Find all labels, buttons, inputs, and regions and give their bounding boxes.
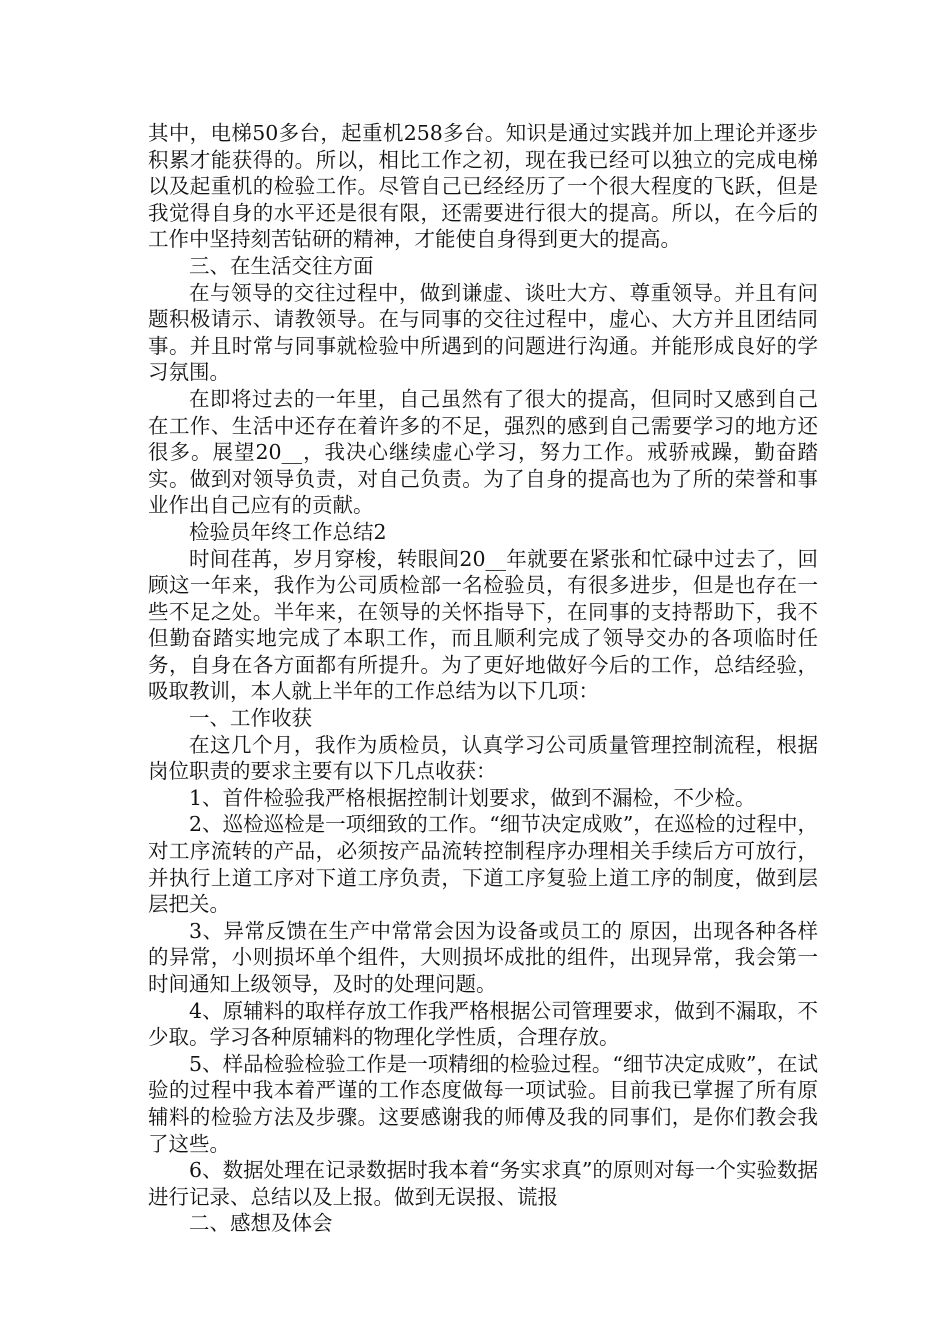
paragraph: 其中，电梯50多台，起重机258多台。知识是通过实践并加上理论并逐步积累才能获得的。所以，相比工作之初，现在我已经可以独立的完成电梯以及起重机的检验工作。尽管自己已经经历了一个很大程度的飞跃，但是我觉得自身的水平还是很有限，还需要进行很大的提高。所以，在今后的工作中坚持刻苦钻研的精神，才能使自身得到更大的提高。 [148, 121, 818, 252]
list-item: 1、首件检验我严格根据控制计划要求，做到不漏检，不少检。 [189, 785, 756, 810]
paragraph: 在这几个月，我作为质检员，认真学习公司质量管理控制流程，根据岗位职责的要求主要有以下几点收获： [148, 732, 818, 784]
document-body [148, 120, 818, 1237]
paragraph: 在即将过去的一年里，自己虽然有了很大的提高，但同时又感到自己在工作、生活中还存在着许多的不足，强烈的感到自己需要学习的地方还很多。展望20__，我决心继续虚心学习，努力工作。戒骄戒躁，勤奋踏实。做到对领导负责，对自己负责。为了自身的提高也为了所的荣誉和事业作出自己应有的贡献。 [148, 386, 818, 518]
list-item: 2、巡检巡检是一项细致的工作。“细节决定成败”，在巡检的过程中，对工序流转的产品，必须按产品流转控制程序办理相关手续后方可放行，并执行上道工序对下道工序负责，下道工序复验上道工序的制度，做到层层把关。 [148, 812, 818, 917]
document-title: 检验员年终工作总结2 [189, 519, 387, 544]
list-item: 4、原辅料的取样存放工作我严格根据公司管理要求，做到不漏取，不少取。学习各种原辅料的物理化学性质，合理存放。 [148, 998, 818, 1050]
list-item: 6、数据处理在记录数据时我本着“务实求真”的原则对每一个实验数据进行记录、总结以及上报。做到无误报、谎报 [148, 1158, 818, 1209]
section-heading: 三、在生活交往方面 [189, 253, 374, 278]
paragraph: 在与领导的交往过程中，做到谦虚、谈吐大方、尊重领导。并且有问题积极请示、请教领导。在与同事的交往过程中，虚心、大方并且团结同事。并且时常与同事就检验中所遇到的问题进行沟通。并能形成良好的学习氛围。 [148, 280, 818, 385]
section-heading: 二、感想及体会 [189, 1211, 333, 1236]
list-item: 3、异常反馈在生产中常常会因为设备或员工的 原因，出现各种各样的异常，小则损坏单个组件，大则损坏成批的组件，出现异常，我会第一时间通知上级领导，及时的处理问题。 [148, 918, 818, 996]
section-heading: 一、工作收获 [189, 706, 312, 731]
list-item: 5、样品检验检验工作是一项精细的检验过程。“细节决定成败”，在试验的过程中我本着严谨的工作态度做每一项试验。目前我已掌握了所有原辅料的检验方法及步骤。这要感谢我的师傅及我的同事们，是你们教会我了这些。 [148, 1051, 818, 1156]
paragraph: 时间荏苒，岁月穿梭，转眼间20__年就要在紧张和忙碌中过去了，回顾这一年来，我作为公司质检部一名检验员，有很多进步，但是也存在一些不足之处。半年来，在领导的关怀指导下，在同事的支持帮助下，我不但勤奋踏实地完成了本职工作，而且顺利完成了领导交办的各项临时任务，自身在各方面都有所提升。为了更好地做好今后的工作，总结经验，吸取教训，本人就上半年的工作总结为以下几项： [148, 546, 818, 704]
